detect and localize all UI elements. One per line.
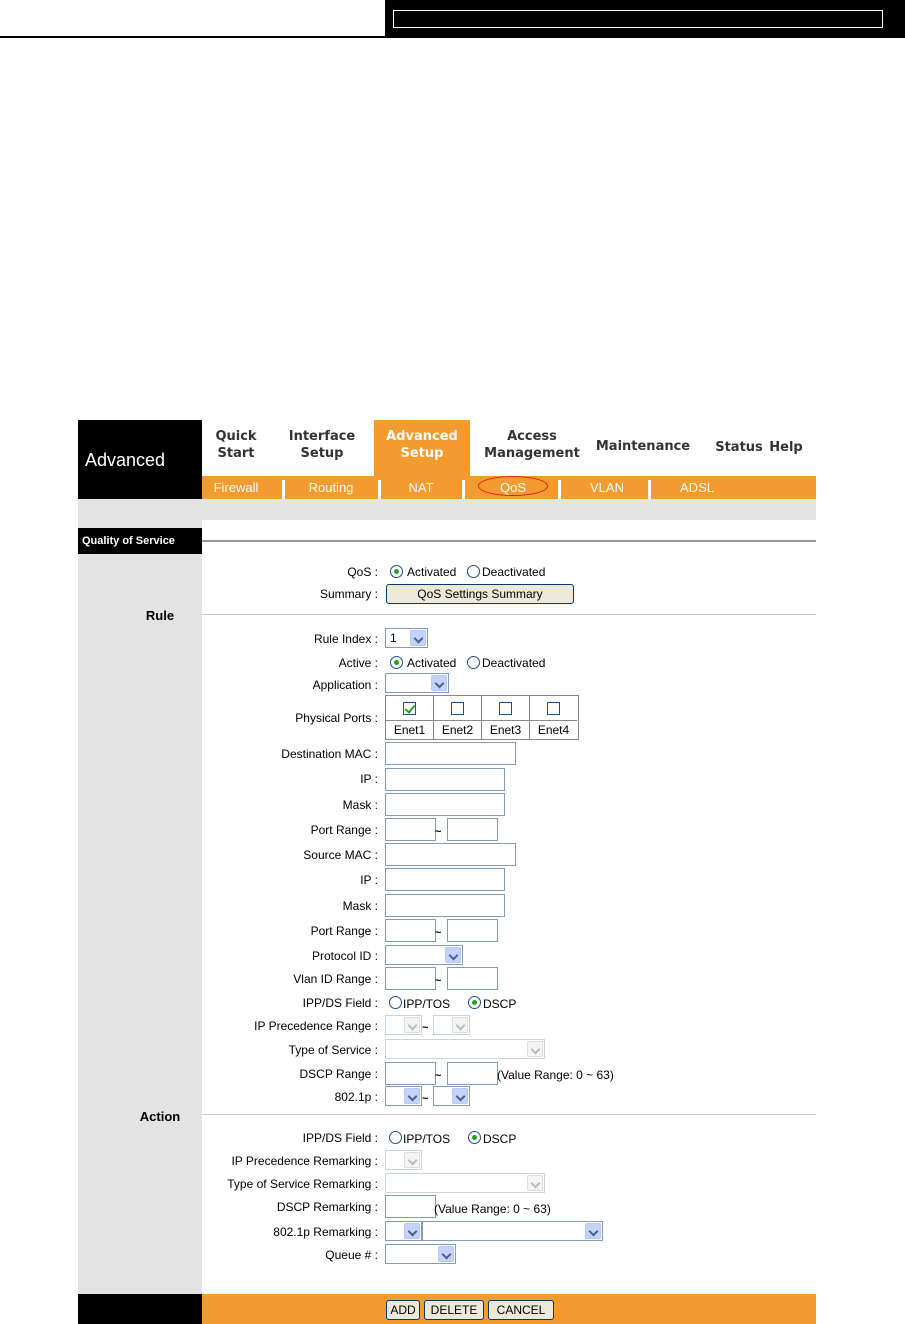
- source-ip-input[interactable]: [385, 868, 505, 891]
- rule-section-label: Rule: [145, 608, 175, 623]
- subnav-qos[interactable]: QoS: [499, 480, 526, 495]
- summary-label: Summary :: [319, 587, 378, 601]
- ip-precedence-end-select[interactable]: [433, 1015, 470, 1035]
- nav-quick-start[interactable]: Quick Start: [215, 429, 257, 461]
- destination-mac-input[interactable]: [385, 742, 516, 765]
- vlan-id-start-input[interactable]: [385, 967, 436, 990]
- source-mac-label: Source MAC :: [303, 848, 378, 862]
- nav-status[interactable]: Status: [715, 440, 763, 455]
- brand-block: [78, 420, 202, 495]
- rule-index-select[interactable]: 1: [385, 628, 428, 648]
- application-label: Application :: [312, 678, 378, 692]
- p8021-remarking-select[interactable]: [385, 1221, 422, 1241]
- chevron-down-icon: [445, 947, 461, 963]
- source-port-end-input[interactable]: [447, 919, 498, 942]
- source-port-start-input[interactable]: [385, 919, 436, 942]
- dscp-range-start-input[interactable]: [385, 1062, 436, 1085]
- source-mask-input[interactable]: [385, 894, 505, 917]
- nav-help[interactable]: Help: [769, 440, 803, 455]
- action-dscp-radio[interactable]: [468, 1131, 481, 1144]
- section-title: Quality of Service: [78, 528, 202, 554]
- subnav-nat[interactable]: NAT: [408, 480, 434, 495]
- type-of-service-select[interactable]: [385, 1039, 545, 1059]
- p8021-end-select[interactable]: [433, 1086, 470, 1106]
- qos-deactivated-text: Deactivated: [482, 565, 546, 579]
- p8021-remarking-description-select[interactable]: [422, 1221, 603, 1241]
- destination-ip-label: IP :: [360, 772, 378, 786]
- chevron-down-icon: [452, 1088, 468, 1104]
- ip-precedence-start-select[interactable]: [385, 1015, 422, 1035]
- enet1-checkbox[interactable]: [403, 702, 416, 715]
- rule-active-activated-radio[interactable]: [390, 656, 403, 669]
- action-ipp-tos-text: IPP/TOS: [403, 1132, 451, 1146]
- add-button[interactable]: ADD: [386, 1300, 420, 1320]
- enet2-checkbox[interactable]: [451, 702, 464, 715]
- p8021-label: 802.1p :: [334, 1090, 378, 1104]
- dscp-remarking-label: DSCP Remarking :: [276, 1200, 378, 1214]
- source-mac-input[interactable]: [385, 843, 516, 866]
- source-ip-label: IP :: [360, 873, 378, 887]
- qos-deactivated-radio[interactable]: [467, 565, 480, 578]
- ip-precedence-range-label: IP Precedence Range :: [254, 1019, 378, 1033]
- chevron-down-icon: [404, 1088, 420, 1104]
- source-port-range-label: Port Range :: [310, 924, 378, 938]
- chevron-down-icon: [527, 1041, 543, 1057]
- queue-select[interactable]: [385, 1244, 456, 1264]
- action-dscp-text: DSCP: [483, 1132, 517, 1146]
- rule-ipp-tos-text: IPP/TOS: [403, 997, 451, 1011]
- type-of-service-label: Type of Service :: [288, 1043, 378, 1057]
- protocol-id-select[interactable]: [385, 945, 463, 965]
- router-admin-panel: Advanced Quick Start Interface Setup Advanced Setup Access Management Maintenance Status Help Firewall Routing NAT QoS VLAN ADSL Quality of Service Rule QoS : Activated Deactivated Summary : QoS Settings Summary Rule Index : 1 Active : Activated Deactivated Application : Physical Ports : Enet1 Enet2 Enet3 Enet4 Destination MAC : IP : Mask : Port Range : ~ Source MAC : IP : Mask : Port Range : ~ Protocol ID : Vlan ID Range : ~ IPP/DS Field : IPP/TOS DSCP IP Precedence Range : ~ Type of Service : DSCP Range : ~ (Value Range: 0 ~ 63) 802.1p : ~ Action IPP/DS Field : IPP/TOS DSCP IP Precedence Remarking : Type of Service Remarking : DSCP Remarking : (Value Range: 0 ~ 63) 802.1p Remarking : Queue # : ADD DELETE CANCEL: [78, 420, 816, 1324]
- subnav-routing[interactable]: Routing: [308, 480, 354, 495]
- subnav-adsl[interactable]: ADSL: [680, 480, 714, 495]
- dscp-remarking-input[interactable]: [385, 1195, 436, 1218]
- source-mask-label: Mask :: [342, 899, 378, 913]
- enet4-checkbox[interactable]: [547, 702, 560, 715]
- enet2-label: Enet2: [434, 720, 481, 740]
- top-navigation: [202, 420, 816, 476]
- destination-mask-input[interactable]: [385, 793, 505, 816]
- chevron-down-icon: [404, 1152, 420, 1168]
- active-label: Active :: [338, 656, 378, 670]
- ip-precedence-remarking-select[interactable]: [385, 1150, 422, 1170]
- document-header-rule: [0, 36, 385, 38]
- rule-index-label: Rule Index :: [313, 632, 378, 646]
- destination-mask-label: Mask :: [342, 798, 378, 812]
- subnav-firewall[interactable]: Firewall: [213, 480, 259, 495]
- action-section-label: Action: [139, 1109, 181, 1124]
- qos-highlight-oval: [478, 476, 548, 496]
- nav-advanced-setup[interactable]: Advanced Setup: [374, 420, 470, 476]
- p8021-remarking-label: 802.1p Remarking :: [273, 1225, 378, 1239]
- rule-active-deactivated-radio[interactable]: [467, 656, 480, 669]
- physical-ports-label: Physical Ports :: [295, 711, 378, 725]
- enet4-label: Enet4: [530, 720, 577, 740]
- destination-port-start-input[interactable]: [385, 818, 436, 841]
- destination-port-range-label: Port Range :: [310, 823, 378, 837]
- qos-activated-text: Activated: [407, 565, 457, 579]
- destination-ip-input[interactable]: [385, 768, 505, 791]
- rule-activated-text: Activated: [407, 656, 457, 670]
- nav-interface-setup[interactable]: Interface Setup: [288, 429, 356, 461]
- action-ippds-field-label: IPP/DS Field :: [302, 1131, 378, 1145]
- brand-title: Advanced: [85, 450, 166, 470]
- chevron-down-icon: [438, 1246, 454, 1262]
- vlan-id-end-input[interactable]: [447, 967, 498, 990]
- enet3-checkbox[interactable]: [499, 702, 512, 715]
- rule-dscp-radio[interactable]: [468, 996, 481, 1009]
- chevron-down-icon: [452, 1017, 468, 1033]
- nav-maintenance[interactable]: Maintenance: [595, 439, 691, 454]
- vlan-id-range-label: Vlan ID Range :: [293, 972, 378, 986]
- cancel-button[interactable]: CANCEL: [488, 1300, 554, 1320]
- rule-dscp-text: DSCP: [483, 997, 517, 1011]
- dscp-range-label: DSCP Range :: [299, 1067, 378, 1081]
- destination-mac-label: Destination MAC :: [281, 747, 378, 761]
- dscp-range-end-input[interactable]: [447, 1062, 498, 1085]
- rule-ipp-tos-radio[interactable]: [389, 996, 402, 1009]
- type-of-service-remarking-select[interactable]: [385, 1173, 545, 1193]
- chevron-down-icon: [404, 1017, 420, 1033]
- p8021-start-select[interactable]: [385, 1086, 422, 1106]
- chevron-down-icon: [431, 675, 447, 691]
- delete-button[interactable]: DELETE: [424, 1300, 484, 1320]
- rule-deactivated-text: Deactivated: [482, 656, 546, 670]
- chevron-down-icon: [410, 630, 426, 646]
- destination-port-end-input[interactable]: [447, 818, 498, 841]
- enet1-label: Enet1: [386, 720, 433, 740]
- physical-ports-table: [385, 695, 579, 740]
- chevron-down-icon: [585, 1223, 601, 1239]
- protocol-id-label: Protocol ID :: [311, 949, 378, 963]
- application-select[interactable]: [385, 673, 449, 693]
- left-column: [78, 520, 202, 1294]
- qos-activated-radio[interactable]: [390, 565, 403, 578]
- rule-ippds-field-label: IPP/DS Field :: [302, 996, 378, 1010]
- ip-precedence-remarking-label: IP Precedence Remarking :: [231, 1154, 378, 1168]
- subnav-vlan[interactable]: VLAN: [590, 480, 624, 495]
- action-ipp-tos-radio[interactable]: [389, 1131, 402, 1144]
- enet3-label: Enet3: [482, 720, 529, 740]
- chevron-down-icon: [404, 1223, 420, 1239]
- document-header-bar: [385, 0, 905, 38]
- type-of-service-remarking-label: Type of Service Remarking :: [227, 1177, 378, 1191]
- dscp-value-range-note: (Value Range: 0 ~ 63): [497, 1068, 614, 1082]
- dscp-remarking-value-range-note: (Value Range: 0 ~ 63): [434, 1202, 551, 1216]
- qos-settings-summary-button[interactable]: QoS Settings Summary: [386, 584, 574, 604]
- chevron-down-icon: [527, 1175, 543, 1191]
- qos-label: QoS :: [347, 565, 378, 579]
- nav-access-management[interactable]: Access Management: [484, 429, 580, 461]
- queue-label: Queue # :: [325, 1248, 378, 1262]
